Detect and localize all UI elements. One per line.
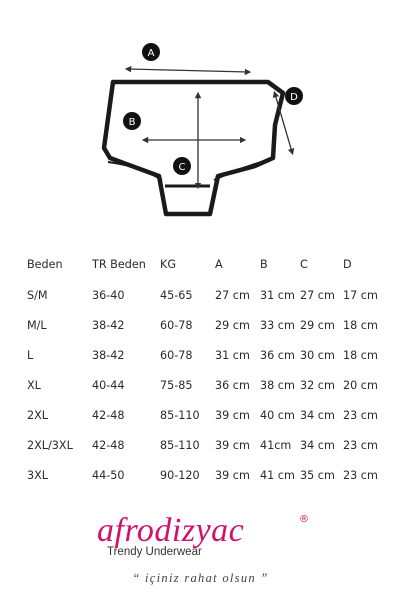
column-header-measure-a: A (215, 258, 223, 271)
table-cell-weight: 45-65 (160, 289, 193, 302)
table-cell-measure-a: 31 cm (215, 349, 250, 362)
table-cell-weight: 75-85 (160, 379, 193, 392)
table-cell-measure-b: 31 cm (260, 289, 295, 302)
table-cell-measure-d: 23 cm (343, 409, 378, 422)
table-cell-measure-a: 29 cm (215, 319, 250, 332)
table-cell-measure-a: 39 cm (215, 409, 250, 422)
column-header-measure-d: D (343, 258, 352, 271)
table-cell-measure-b: 40 cm (260, 409, 295, 422)
table-cell-measure-b: 38 cm (260, 379, 295, 392)
table-cell-measure-c: 30 cm (300, 349, 335, 362)
brand-name: afrodizyac (97, 512, 245, 549)
table-cell-measure-c: 34 cm (300, 439, 335, 452)
table-cell-weight: 60-78 (160, 319, 193, 332)
table-cell-measure-d: 23 cm (343, 469, 378, 482)
column-header-measure-b: B (260, 258, 268, 271)
table-cell-size: XL (27, 379, 41, 392)
table-cell-tr-size: 38-42 (92, 349, 125, 362)
table-cell-measure-b: 41cm (260, 439, 292, 452)
label-c (173, 157, 191, 175)
table-cell-measure-b: 41 cm (260, 469, 295, 482)
table-cell-measure-c: 32 cm (300, 379, 335, 392)
panty-outline-icon (104, 82, 283, 214)
table-cell-measure-c: 35 cm (300, 469, 335, 482)
table-cell-measure-b: 36 cm (260, 349, 295, 362)
table-cell-measure-a: 27 cm (215, 289, 250, 302)
table-cell-measure-d: 17 cm (343, 289, 378, 302)
column-header-tr-size: TR Beden (92, 258, 146, 271)
table-cell-weight: 85-110 (160, 409, 200, 422)
table-cell-measure-a: 36 cm (215, 379, 250, 392)
table-cell-tr-size: 42-48 (92, 439, 125, 452)
table-cell-measure-a: 39 cm (215, 439, 250, 452)
svg-text:A: A (147, 48, 155, 59)
table-cell-measure-a: 39 cm (215, 469, 250, 482)
table-cell-measure-c: 29 cm (300, 319, 335, 332)
table-cell-size: L (27, 349, 34, 362)
table-cell-size: S/M (27, 289, 48, 302)
svg-text:D: D (290, 92, 298, 103)
table-cell-measure-d: 18 cm (343, 349, 378, 362)
label-d (285, 87, 303, 105)
table-cell-size: 2XL/3XL (27, 439, 73, 452)
svg-text:C: C (178, 162, 186, 173)
table-cell-tr-size: 44-50 (92, 469, 125, 482)
table-cell-size: 3XL (27, 469, 49, 482)
measurement-diagram (0, 0, 401, 240)
brand-tagline: Trendy Underwear (107, 546, 202, 558)
table-cell-weight: 60-78 (160, 349, 193, 362)
measure-arrow-icon (128, 69, 292, 186)
table-cell-measure-d: 23 cm (343, 439, 378, 452)
table-cell-weight: 90-120 (160, 469, 200, 482)
column-header-measure-c: C (300, 258, 308, 271)
column-header-size: Beden (27, 258, 63, 271)
table-cell-tr-size: 40-44 (92, 379, 125, 392)
table-cell-measure-c: 27 cm (300, 289, 335, 302)
table-cell-measure-c: 34 cm (300, 409, 335, 422)
table-cell-size: M/L (27, 319, 47, 332)
svg-text:B: B (128, 117, 136, 128)
table-cell-tr-size: 36-40 (92, 289, 125, 302)
table-cell-tr-size: 42-48 (92, 409, 125, 422)
label-a (142, 43, 160, 61)
table-cell-size: 2XL (27, 409, 49, 422)
table-cell-weight: 85-110 (160, 439, 200, 452)
column-header-weight: KG (160, 258, 177, 271)
table-cell-measure-b: 33 cm (260, 319, 295, 332)
brand-slogan: “ içiniz rahat olsun ” (132, 571, 269, 585)
table-cell-tr-size: 38-42 (92, 319, 125, 332)
label-b (123, 112, 141, 130)
table-cell-measure-d: 20 cm (343, 379, 378, 392)
table-cell-measure-d: 18 cm (343, 319, 378, 332)
registered-mark: ® (299, 514, 309, 525)
